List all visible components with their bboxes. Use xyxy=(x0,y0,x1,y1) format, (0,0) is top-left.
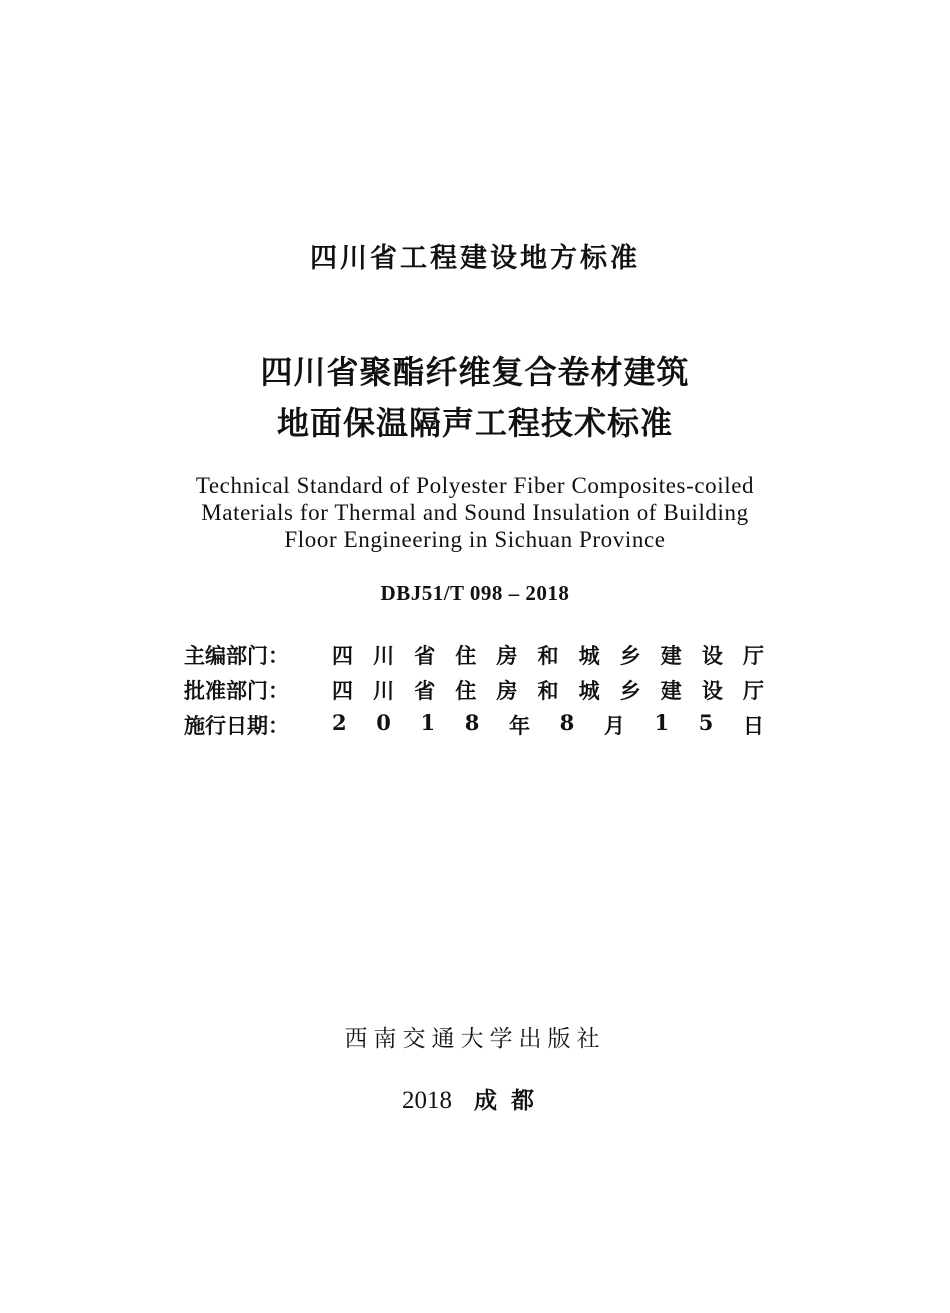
info-char: 省 xyxy=(414,643,436,668)
title-english-line-2: Materials for Thermal and Sound Insulation of Building xyxy=(201,500,749,525)
info-char: 城 xyxy=(578,643,600,668)
info-char: 房 xyxy=(496,643,518,668)
title-english-line-1: Technical Standard of Polyester Fiber Composites-coiled xyxy=(195,473,755,498)
info-char: 川 xyxy=(373,678,395,703)
editor-label: 主编部门： xyxy=(184,643,289,668)
effective-date-value xyxy=(332,710,764,740)
info-char: 住 xyxy=(455,643,477,668)
info-char: 设 xyxy=(701,678,723,703)
approver-value xyxy=(332,675,764,705)
info-char: 建 xyxy=(660,678,682,703)
info-char: 和 xyxy=(537,643,559,668)
info-char: 1 xyxy=(420,710,436,735)
info-char: 四 xyxy=(332,678,353,703)
info-char: 5 xyxy=(698,710,714,735)
info-char: 和 xyxy=(537,678,559,703)
title-chinese-line-1: 四川省聚酯纤维复合卷材建筑 xyxy=(260,353,690,391)
standard-code: DBJ51/T 098 – 2018 xyxy=(380,581,570,605)
editor-value xyxy=(332,640,764,670)
publication-city: 成都 xyxy=(474,1088,548,1114)
info-char: 设 xyxy=(701,643,723,668)
info-char: 月 xyxy=(603,713,625,738)
info-char: 0 xyxy=(376,710,391,735)
approver-label: 批准部门： xyxy=(184,678,289,703)
effective-date-label: 施行日期： xyxy=(184,713,289,738)
info-char: 川 xyxy=(373,643,395,668)
info-char: 乡 xyxy=(619,643,641,668)
title-chinese-line-2: 地面保温隔声工程技术标准 xyxy=(276,404,673,442)
info-char: 8 xyxy=(464,710,480,735)
info-char: 厅 xyxy=(742,643,764,668)
publication-line xyxy=(0,1082,950,1115)
info-char: 建 xyxy=(660,643,682,668)
info-char: 8 xyxy=(559,710,575,735)
publisher: 西南交通大学出版社 xyxy=(344,1026,606,1052)
title-english-line-3: Floor Engineering in Sichuan Province xyxy=(284,527,666,552)
info-char: 日 xyxy=(743,713,764,738)
info-char: 住 xyxy=(455,678,477,703)
info-char: 1 xyxy=(654,710,670,735)
info-char: 省 xyxy=(414,678,436,703)
info-char: 年 xyxy=(509,713,530,738)
info-char: 厅 xyxy=(742,678,764,703)
info-char: 乡 xyxy=(619,678,641,703)
info-char: 城 xyxy=(578,678,600,703)
info-char: 房 xyxy=(496,678,518,703)
publication-year: 2018 xyxy=(402,1087,452,1114)
standard-series: 四川省工程建设地方标准 xyxy=(310,243,640,274)
info-char: 四 xyxy=(332,643,353,668)
info-char: 2 xyxy=(332,710,347,735)
